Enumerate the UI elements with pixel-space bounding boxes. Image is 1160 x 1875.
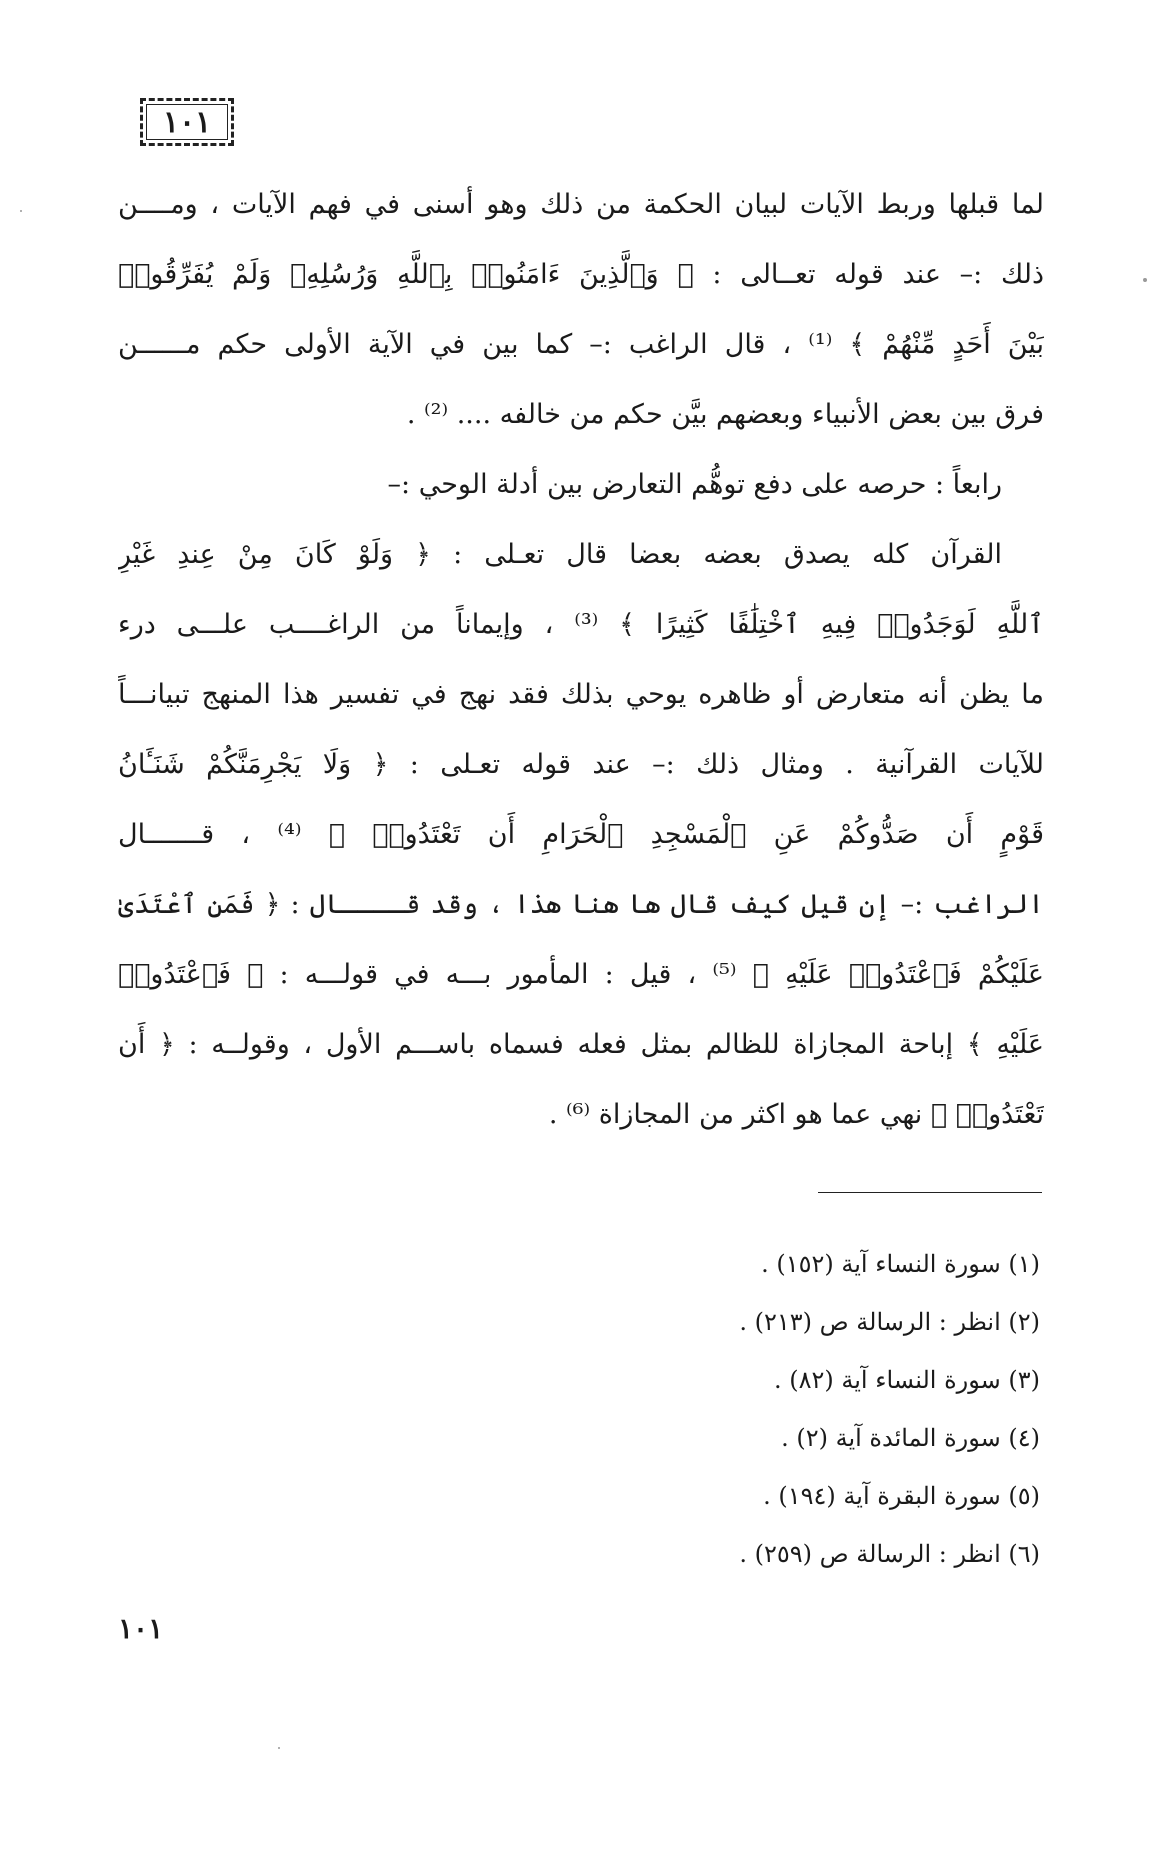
scan-speck — [1143, 278, 1147, 282]
body-text — [118, 170, 1044, 1150]
body-line: ما يظن أنه متعارض أو ظاهره يوحي بذلك فقد نهج في تفسير هذا المنهج تبيانـــاً — [118, 679, 1044, 710]
footnote: (٢) انظر : الرسالة ص (٢١٣) . — [739, 1308, 1040, 1336]
section-heading: رابعاً : حرصه على دفع توهُّم التعارض بين أدلة الوحي :– — [387, 469, 1002, 500]
body-line: للآيات القرآنية . ومثال ذلك :– عند قوله تعـلى : ﴿ وَلَا يَجْرِمَنَّكُمْ شَنَـَٔانُ — [118, 749, 1044, 780]
body-line: بَيْنَ أَحَدٍ مِّنْهُمْ ﴾ ⁽¹⁾ ، قال الراغب :– كما بين في الآية الأولى حكم مــــــن — [118, 329, 1044, 360]
footnote: (٣) سورة النساء آية (٨٢) . — [773, 1366, 1040, 1394]
body-line: تَعْتَدُوا۟ ﴾ نهي عما هو اكثر من المجازاة ⁽⁶⁾ . — [548, 1099, 1044, 1130]
header-page-number-box — [140, 98, 234, 146]
body-line: ذلك :– عند قوله تعــالى : ﴿ وَٱلَّذِينَ ءَامَنُوا۟ بِٱللَّهِ وَرُسُلِهِۦ وَلَمْ يُفَرِّقُوا۟ — [118, 259, 1044, 290]
body-line: القرآن كله يصدق بعضه بعضا قال تعـلى : ﴿ وَلَوْ كَانَ مِنْ عِندِ غَيْرِ — [118, 539, 1002, 570]
body-line: لما قبلها وربط الآيات لبيان الحكمة من ذلك وهو أسنى في فهم الآيات ، ومــــن — [118, 189, 1044, 220]
footnotes — [440, 1235, 1040, 1583]
body-line: قَوْمٍ أَن صَدُّوكُمْ عَنِ ٱلْمَسْجِدِ ٱلْحَرَامِ أَن تَعْتَدُوا۟ ﴾ ⁽⁴⁾ ، قـــــــال — [118, 819, 1044, 850]
scan-speck — [20, 210, 22, 212]
header-page-number: ١٠١ — [162, 104, 212, 140]
body-line: عَلَيْكُمْ فَٱعْتَدُوا۟ عَلَيْهِ ﴾ ⁽⁵⁾ ، قيل : المأمور بـــه في قولـــه : ﴿ فَٱعْتَدُوا۟ — [118, 959, 1044, 990]
body-line: ٱللَّهِ لَوَجَدُوا۟ فِيهِ ٱخْتِلَٰفًا كَثِيرًا ﴾ ⁽³⁾ ، وإيماناً من الراغــــب علـــى درء — [118, 609, 1044, 640]
scan-speck — [278, 1747, 280, 1749]
footnote: (١) سورة النساء آية (١٥٢) . — [761, 1250, 1040, 1278]
footer-page-number: ١٠١ — [118, 1612, 164, 1645]
footnote: (٥) سورة البقرة آية (١٩٤) . — [763, 1482, 1040, 1510]
body-line: عَلَيْهِ ﴾ إباحة المجازاة للظالم بمثل فعله فسماه باســـم الأول ، وقولــه : ﴿ أَن — [118, 1029, 1044, 1060]
body-line: فرق بين بعض الأنبياء وبعضهم بيَّن حكم من خالفه .... ⁽²⁾ . — [406, 399, 1044, 430]
footnote: (٦) انظر : الرسالة ص (٢٥٩) . — [739, 1540, 1040, 1568]
body-line: الراغب :– إن قيل كيف قال ها هنا هذا ، وقد قــــال : ﴿ فَمَنِ ٱعْتَدَىٰ — [118, 889, 1044, 920]
footnote-separator — [818, 1192, 1042, 1193]
footnote: (٤) سورة المائدة آية (٢) . — [781, 1424, 1040, 1452]
